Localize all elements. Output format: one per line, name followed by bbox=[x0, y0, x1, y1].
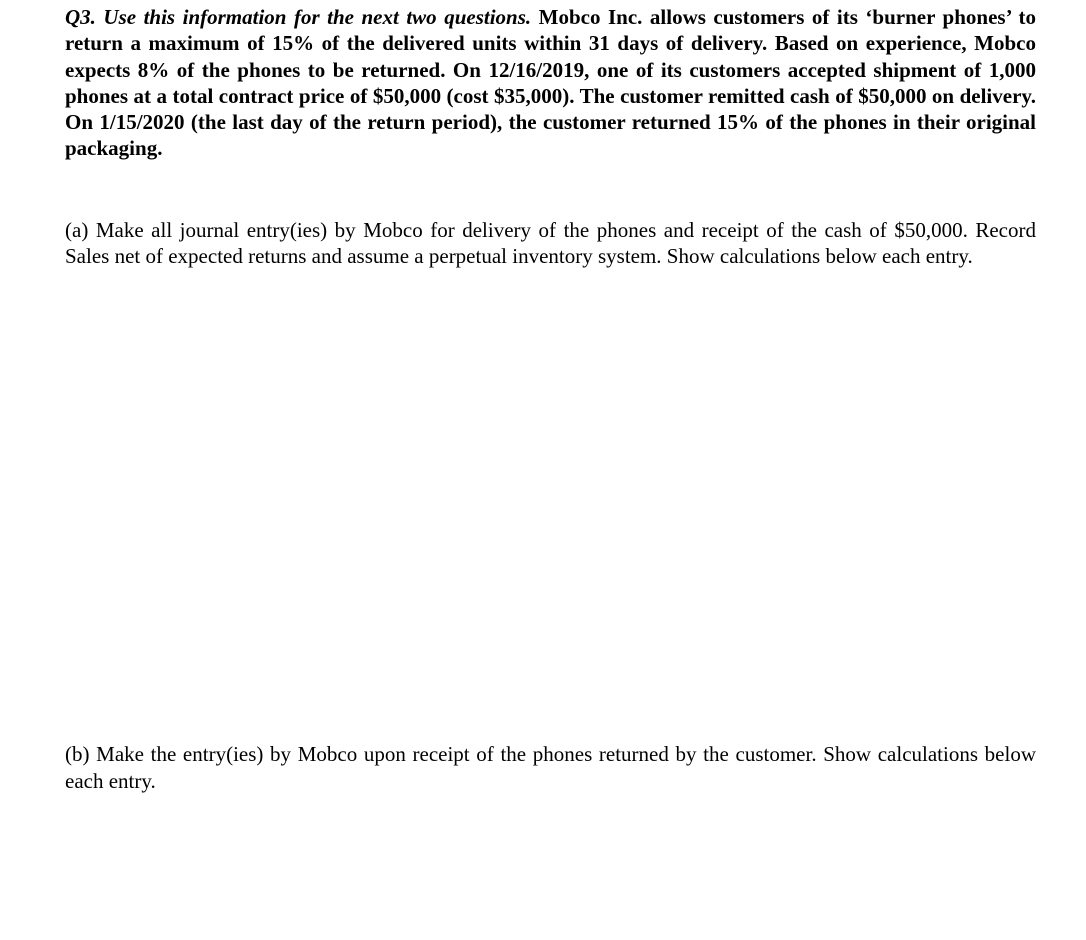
part-a-prompt: (a) Make all journal entry(ies) by Mobco for delivery of the phones and receipt of the cash of $50,000. Record Sales net of expected returns and assume a perpetual inventory system. Show calculations below each entry. bbox=[65, 217, 1036, 269]
part-b-prompt: (b) Make the entry(ies) by Mobco upon receipt of the phones returned by the customer. Show calculations below each entry. bbox=[65, 742, 1036, 793]
question-body: Mobco Inc. allows customers of its ‘burner phones’ to return a maximum of 15% of the delivered units within 31 days of delivery. Based on experience, Mobco expects 8% of the phones to be returned. On 12/16/2019, one of its customers accepted shipment of 1,000 phones at a total contract price of $50,000 (cost $35,000). The customer remitted cash of $50,000 on delivery. On 1/15/2020 (the last day of the return period), the customer returned 15% of the phones in their original packaging. bbox=[65, 5, 1037, 161]
question-intro bbox=[65, 4, 1036, 162]
document-page bbox=[65, 4, 1036, 794]
question-lead: Q3. Use this information for the next two questions. bbox=[65, 5, 532, 29]
